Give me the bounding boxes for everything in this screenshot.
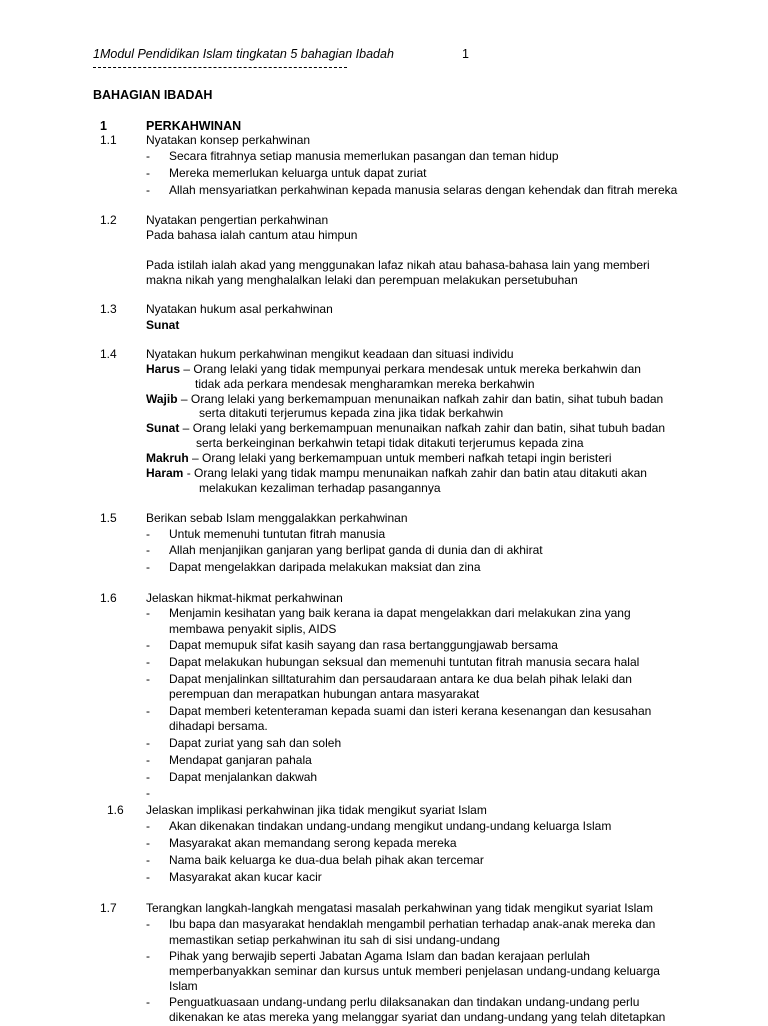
hukum-entry: Wajib – Orang lelaki yang berkemampuan menunaikan nafkah zahir dan batin, sihat tubuh badan xyxy=(146,392,664,406)
bullet-dash: - xyxy=(146,949,150,963)
hukum-continuation: serta ditakuti terjerumus kepada zina jika tidak berkahwin xyxy=(199,406,504,420)
item-question: Nyatakan pengertian perkahwinan xyxy=(146,213,329,227)
item-number: 1.1 xyxy=(100,133,117,147)
bullet-dash: - xyxy=(146,655,150,669)
bullet-text: dihadapi bersama. xyxy=(169,719,268,733)
bullet-text: Mereka memerlukan keluarga untuk dapat zuriat xyxy=(169,166,427,180)
item-question: Jelaskan hikmat-hikmat perkahwinan xyxy=(146,591,343,605)
item-question: Nyatakan hukum perkahwinan mengikut keadaan dan situasi individu xyxy=(146,347,514,361)
bullet-text: Dapat menjalankan dakwah xyxy=(169,770,318,784)
hukum-entry: Sunat – Orang lelaki yang berkemampuan menunaikan nafkah zahir dan batin, sihat tubuh badan xyxy=(146,421,665,435)
bullet-dash: - xyxy=(146,753,150,767)
item-question: Nyatakan konsep perkahwinan xyxy=(146,133,311,147)
bullet-dash: - xyxy=(146,166,150,180)
bullet-text: memperbanyakkan seminar dan kursus untuk memberi penjelasan undang-undang keluarga xyxy=(169,964,660,978)
hukum-entry: Haram - Orang lelaki yang tidak mampu menunaikan nafkah zahir dan batin atau ditakuti akan xyxy=(146,466,647,480)
item-answer: Sunat xyxy=(146,318,180,332)
section-title: BAHAGIAN IBADAH xyxy=(93,88,213,102)
header-page-number: 1 xyxy=(462,47,469,61)
chapter-number: 1 xyxy=(100,119,107,133)
bullet-dash: - xyxy=(146,995,150,1009)
running-header xyxy=(93,47,469,61)
bullet-text: Pihak yang berwajib seperti Jabatan Agama Islam dan badan kerajaan perlulah xyxy=(169,949,590,963)
bullet-dash: - xyxy=(146,183,150,197)
bullet-dash: - xyxy=(146,786,150,800)
bullet-text: Dapat memupuk sifat kasih sayang dan rasa bertanggungjawab bersama xyxy=(169,638,558,652)
bullet-text: dikenakan ke atas mereka yang melanggar syariat dan undang-undang yang telah ditetapkan xyxy=(169,1010,666,1024)
bullet-dash: - xyxy=(146,917,150,931)
bullet-text: Akan dikenakan tindakan undang-undang mengikut undang-undang keluarga Islam xyxy=(169,819,612,833)
bullet-dash: - xyxy=(146,870,150,884)
bullet-text: Dapat zuriat yang sah dan soleh xyxy=(169,736,342,750)
item-number: 1.6 xyxy=(100,591,117,605)
bullet-text: Masyarakat akan memandang serong kepada mereka xyxy=(169,836,457,850)
bullet-text: Untuk memenuhi tuntutan fitrah manusia xyxy=(169,527,386,541)
paragraph-line: Pada bahasa ialah cantum atau himpun xyxy=(146,228,358,242)
bullet-dash: - xyxy=(146,836,150,850)
bullet-text: Secara fitrahnya setiap manusia memerlukan pasangan dan teman hidup xyxy=(169,149,559,163)
item-number: 1.7 xyxy=(100,901,117,915)
bullet-dash: - xyxy=(146,736,150,750)
item-question: Nyatakan hukum asal perkahwinan xyxy=(146,302,333,316)
bullet-dash: - xyxy=(146,672,150,686)
bullet-text: membawa penyakit siplis, AIDS xyxy=(169,622,337,636)
bullet-dash: - xyxy=(146,527,150,541)
bullet-text: Menjamin kesihatan yang baik kerana ia dapat mengelakkan dari melakukan zina yang xyxy=(169,606,631,620)
bullet-dash: - xyxy=(146,853,150,867)
bullet-text: Dapat menjalinkan silltaturahim dan persaudaraan antara ke dua belah pihak lelaki dan xyxy=(169,672,632,686)
bullet-dash: - xyxy=(146,819,150,833)
header-rule xyxy=(93,67,347,68)
bullet-text: Ibu bapa dan masyarakat hendaklah mengambil perhatian terhadap anak-anak mereka dan xyxy=(169,917,656,931)
bullet-dash: - xyxy=(146,149,150,163)
bullet-text: Dapat melakukan hubungan seksual dan memenuhi tuntutan fitrah manusia secara halal xyxy=(169,655,640,669)
bullet-dash: - xyxy=(146,704,150,718)
bullet-dash: - xyxy=(146,638,150,652)
chapter-title: PERKAHWINAN xyxy=(146,119,242,133)
item-question: Berikan sebab Islam menggalakkan perkahwinan xyxy=(146,511,408,525)
header-title: 1Modul Pendidikan Islam tingkatan 5 bahagian Ibadah xyxy=(93,47,394,61)
bullet-text: Islam xyxy=(169,979,198,993)
bullet-text: perempuan dan merapatkan hubungan antara masyarakat xyxy=(169,687,480,701)
paragraph-line: makna nikah yang menghalalkan lelaki dan perempuan melakukan persetubuhan xyxy=(146,273,578,287)
hukum-continuation: serta berkeinginan berkahwin tetapi tidak ditakuti terjerumus kepada zina xyxy=(196,436,584,450)
bullet-text: Dapat memberi ketenteraman kepada suami dan isteri kerana kesenangan dan kesusahan xyxy=(169,704,652,718)
hukum-entry: Makruh – Orang lelaki yang berkemampuan untuk memberi nafkah tetapi ingin beristeri xyxy=(146,451,612,465)
hukum-continuation: tidak ada perkara mendesak mengharamkan mereka berkahwin xyxy=(195,377,535,391)
bullet-text: Allah mensyariatkan perkahwinan kepada manusia selaras dengan kehendak dan fitrah mereka xyxy=(169,183,678,197)
bullet-dash: - xyxy=(146,560,150,574)
bullet-text: Masyarakat akan kucar kacir xyxy=(169,870,322,884)
item-question: Jelaskan implikasi perkahwinan jika tidak mengikut syariat Islam xyxy=(146,803,487,817)
item-number: 1.2 xyxy=(100,213,117,227)
item-number: 1.6 xyxy=(107,803,124,817)
bullet-text: memastikan setiap perkahwinan itu sah di sisi undang-undang xyxy=(169,933,500,947)
item-number: 1.5 xyxy=(100,511,117,525)
item-number: 1.4 xyxy=(100,347,117,361)
item-number: 1.3 xyxy=(100,302,117,316)
hukum-continuation: melakukan kezaliman terhadap pasangannya xyxy=(199,481,441,495)
item-question: Terangkan langkah-langkah mengatasi masalah perkahwinan yang tidak mengikut syariat Islam xyxy=(146,901,653,915)
paragraph-line: Pada istilah ialah akad yang menggunakan lafaz nikah atau bahasa-bahasa lain yang memberi xyxy=(146,258,650,272)
bullet-text: Penguatkuasaan undang-undang perlu dilaksanakan dan tindakan undang-undang perlu xyxy=(169,995,640,1009)
bullet-dash: - xyxy=(146,606,150,620)
bullet-text: Dapat mengelakkan daripada melakukan maksiat dan zina xyxy=(169,560,481,574)
bullet-dash: - xyxy=(146,770,150,784)
bullet-text: Allah menjanjikan ganjaran yang berlipat ganda di dunia dan di akhirat xyxy=(169,543,543,557)
hukum-entry: Harus – Orang lelaki yang tidak mempunyai perkara mendesak untuk mereka berkahwin dan xyxy=(146,362,641,376)
bullet-text: Nama baik keluarga ke dua-dua belah pihak akan tercemar xyxy=(169,853,484,867)
bullet-text: Mendapat ganjaran pahala xyxy=(169,753,312,767)
bullet-dash: - xyxy=(146,543,150,557)
